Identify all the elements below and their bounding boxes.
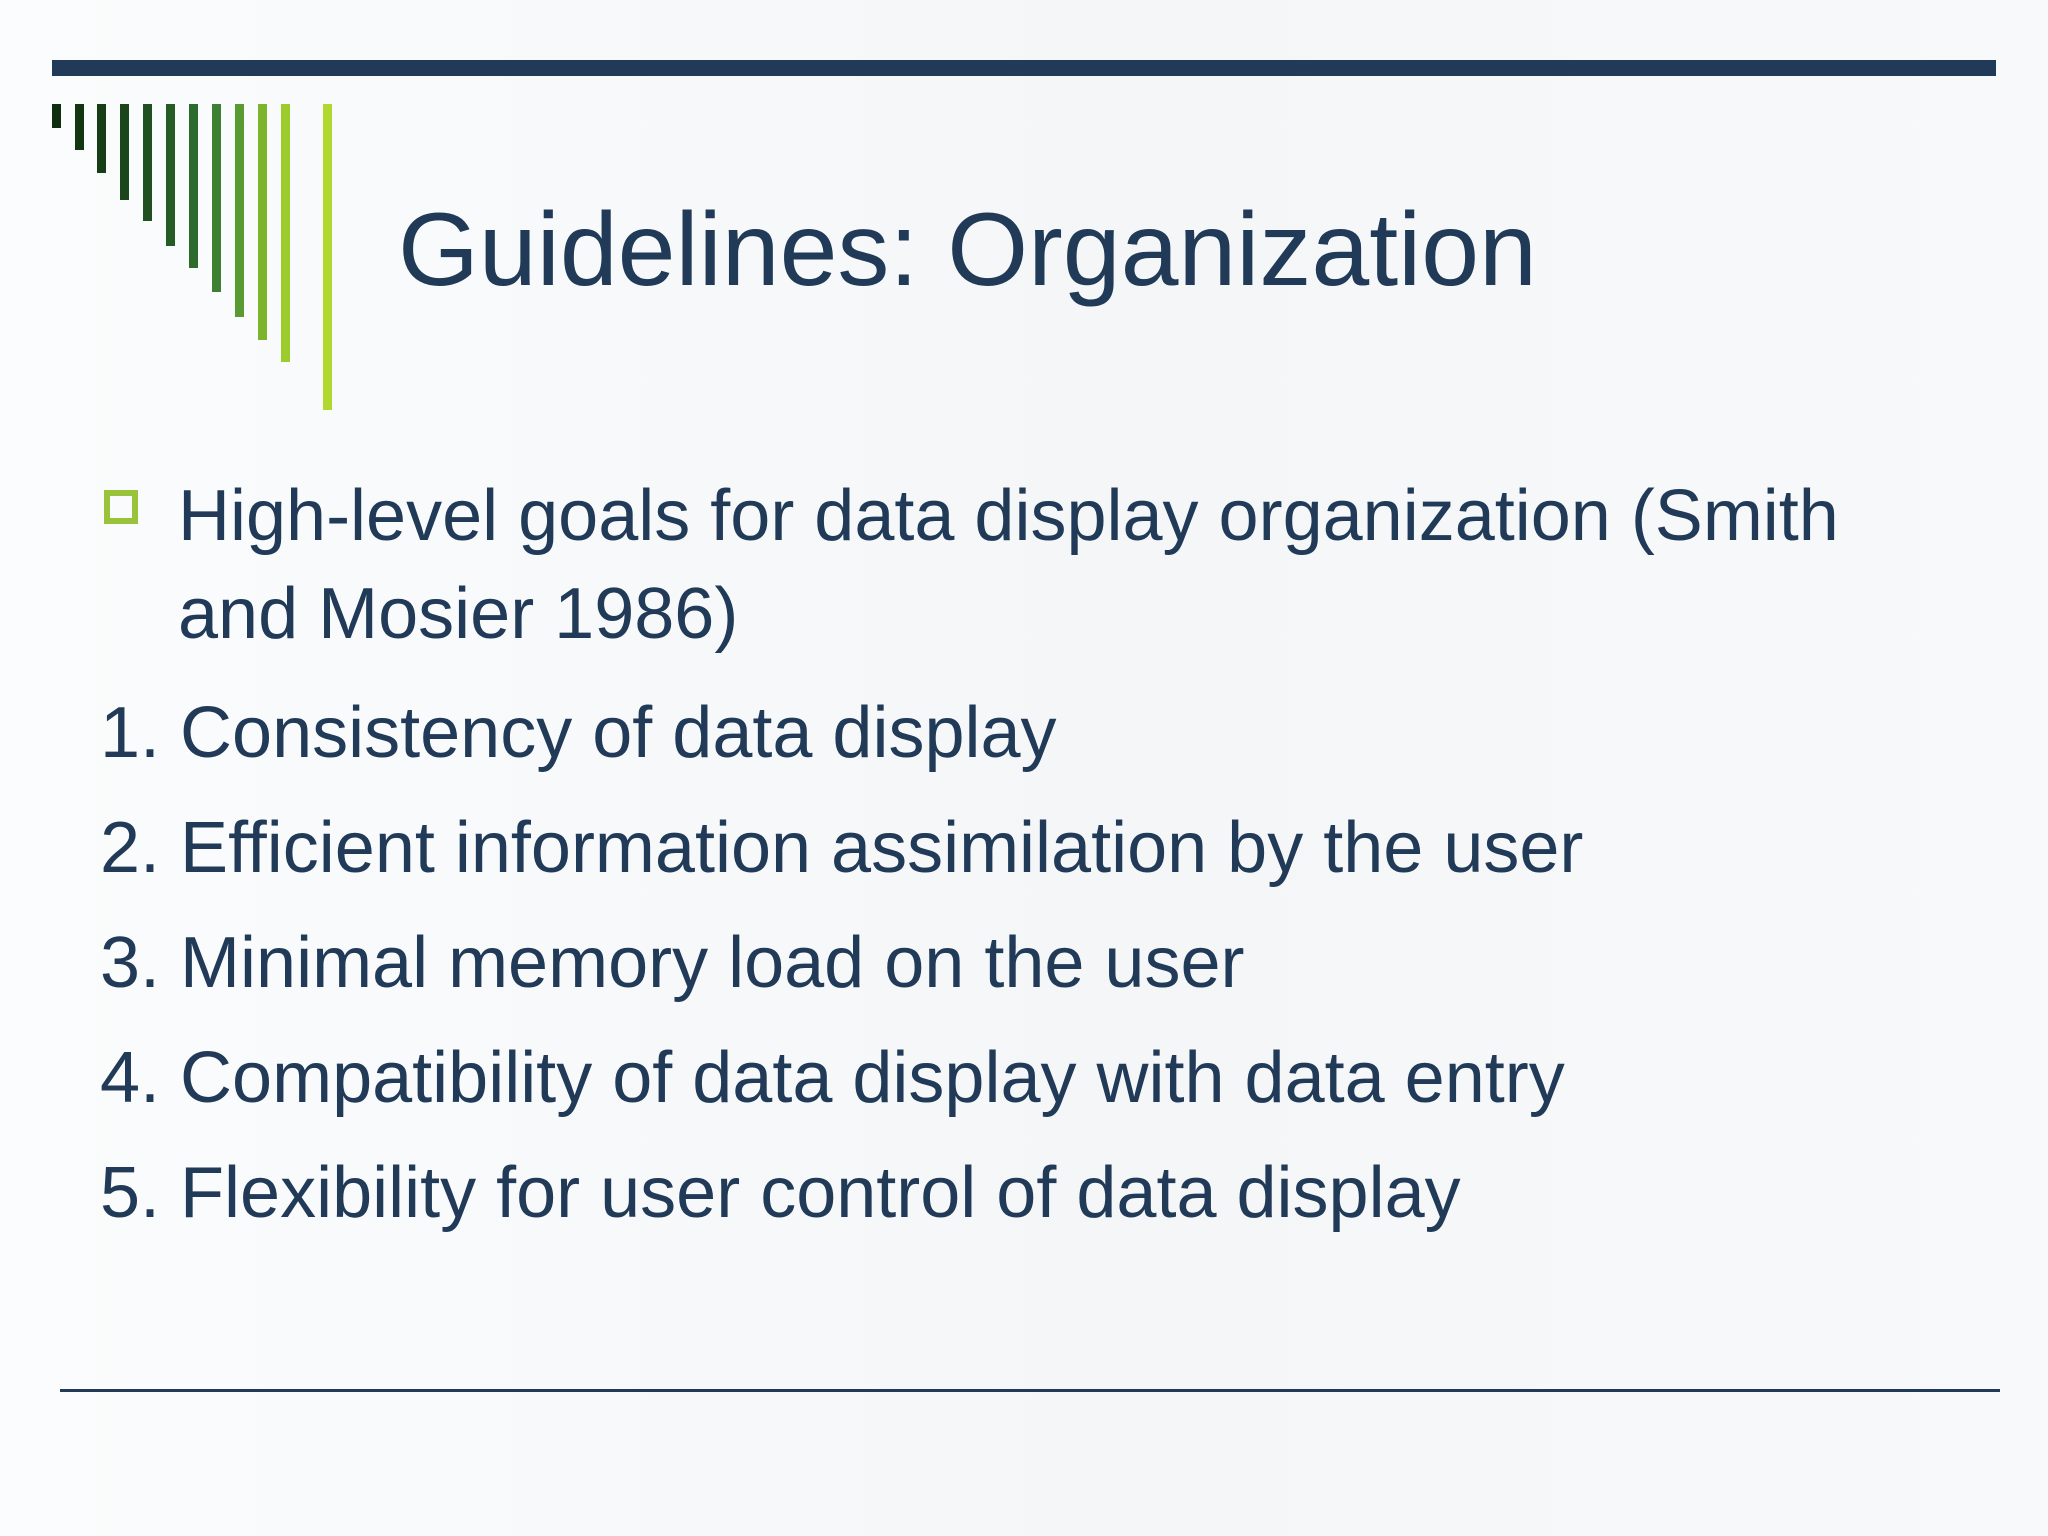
list-item: 3. Minimal memory load on the user bbox=[100, 923, 1245, 1003]
top-rule bbox=[52, 60, 1996, 76]
stripe-bar bbox=[75, 104, 84, 150]
stripe-bar bbox=[235, 104, 244, 317]
stripe-bar bbox=[52, 104, 61, 128]
stripe-bar bbox=[281, 104, 290, 362]
list-item: 5. Flexibility for user control of data display bbox=[100, 1153, 1461, 1233]
stripe-bar bbox=[97, 104, 106, 173]
stripe-bar bbox=[143, 104, 152, 221]
stripe-bar bbox=[120, 104, 129, 200]
goals-list bbox=[100, 676, 1583, 1251]
square-bullet-icon bbox=[104, 490, 138, 524]
list-item: 4. Compatibility of data display with data entry bbox=[100, 1038, 1565, 1118]
stripe-bar bbox=[189, 104, 198, 268]
list-item: 2. Efficient information assimilation by the user bbox=[100, 808, 1584, 888]
stripe-bar bbox=[258, 104, 267, 340]
stripe-bar bbox=[212, 104, 221, 292]
list-item: 1. Consistency of data display bbox=[100, 693, 1057, 773]
bottom-rule bbox=[60, 1389, 2000, 1392]
stripe-bar bbox=[166, 104, 175, 246]
bullet-text: High-level goals for data display organization (Smith and Mosier 1986) bbox=[178, 476, 1839, 654]
slide-title: Guidelines: Organization bbox=[398, 192, 1537, 308]
stripe-bar bbox=[323, 104, 332, 410]
